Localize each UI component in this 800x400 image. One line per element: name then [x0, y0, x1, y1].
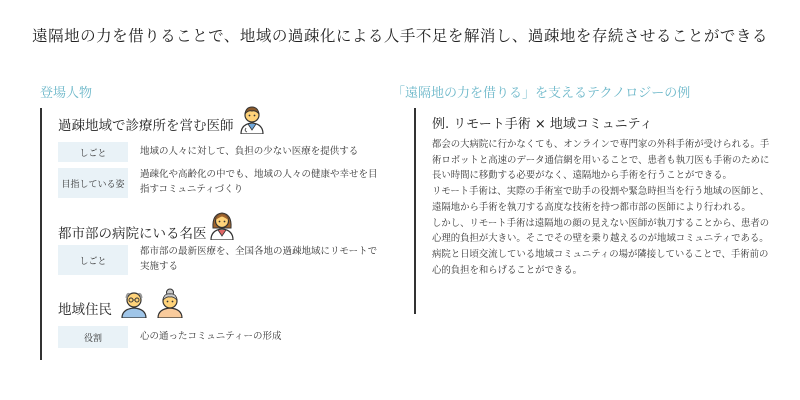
tag-description: 過疎化や高齢化の中でも、地域の人々の健康や幸せを目指すコミュニティづくり	[140, 169, 378, 195]
male-doctor-icon	[238, 104, 266, 134]
tag-label: しごと	[58, 142, 128, 162]
left-vertical-rule	[40, 108, 42, 360]
example-paragraph: しかし、リモート手術は遠隔地の顔の見えない医師が執刀することから、患者の心理的負担が大きい。そこでその壁を乗り越えるのが地域コミュニティである。病院と日頃交流している地域コミュニティの場が隣接していることで、手術前の心的負担を和らげることができる。	[432, 217, 770, 276]
main-title: 遠隔地の力を借りることで、地域の過疎化による人手不足を解消し、過疎地を存続させることができる	[32, 27, 768, 45]
tag-label: しごと	[58, 245, 128, 275]
characters-heading: 登場人物	[40, 86, 93, 101]
example-paragraph: リモート手術は、実際の手術室で助手の役割や緊急時担当を行う地域の医師と、遠隔地から手術を執刀する高度な技術を持つ都市部の医師により行われる。	[432, 186, 770, 213]
example-title: 例. リモート手術 × 地域コミュニティ	[432, 117, 653, 132]
person-name-residents: 地域住民	[58, 302, 112, 318]
person-name-city-doctor: 都市部の病院にいる名医	[58, 226, 207, 242]
example-paragraph: 都会の大病院に行かなくても、オンラインで専門家の外科手術が受けられる。手術ロボットと高速のデータ通信網を用いることで、患者も執刀医も手術のために長い時間に移動する必要がなく、遠隔地から手術を行うことができる。	[432, 139, 770, 182]
example-body	[432, 137, 772, 278]
tag-description: 心の通ったコミュニティーの形成	[140, 331, 282, 342]
person-name-rural-doctor: 過疎地域で診療所を営む医師	[58, 118, 234, 134]
tag-label: 目指している姿	[58, 168, 128, 198]
tag-label: 役割	[58, 326, 128, 348]
female-doctor-icon	[208, 210, 236, 240]
technology-heading: 「遠隔地の力を借りる」を支えるテクノロジーの例	[392, 86, 691, 101]
tag-description: 都市部の最新医療を、全国各地の過疎地域にリモートで実施する	[140, 246, 378, 272]
right-vertical-rule	[414, 108, 416, 314]
tag-description: 地域の人々に対して、負担の少ない医療を提供する	[140, 146, 359, 157]
elderly-couple-icon	[120, 288, 186, 318]
